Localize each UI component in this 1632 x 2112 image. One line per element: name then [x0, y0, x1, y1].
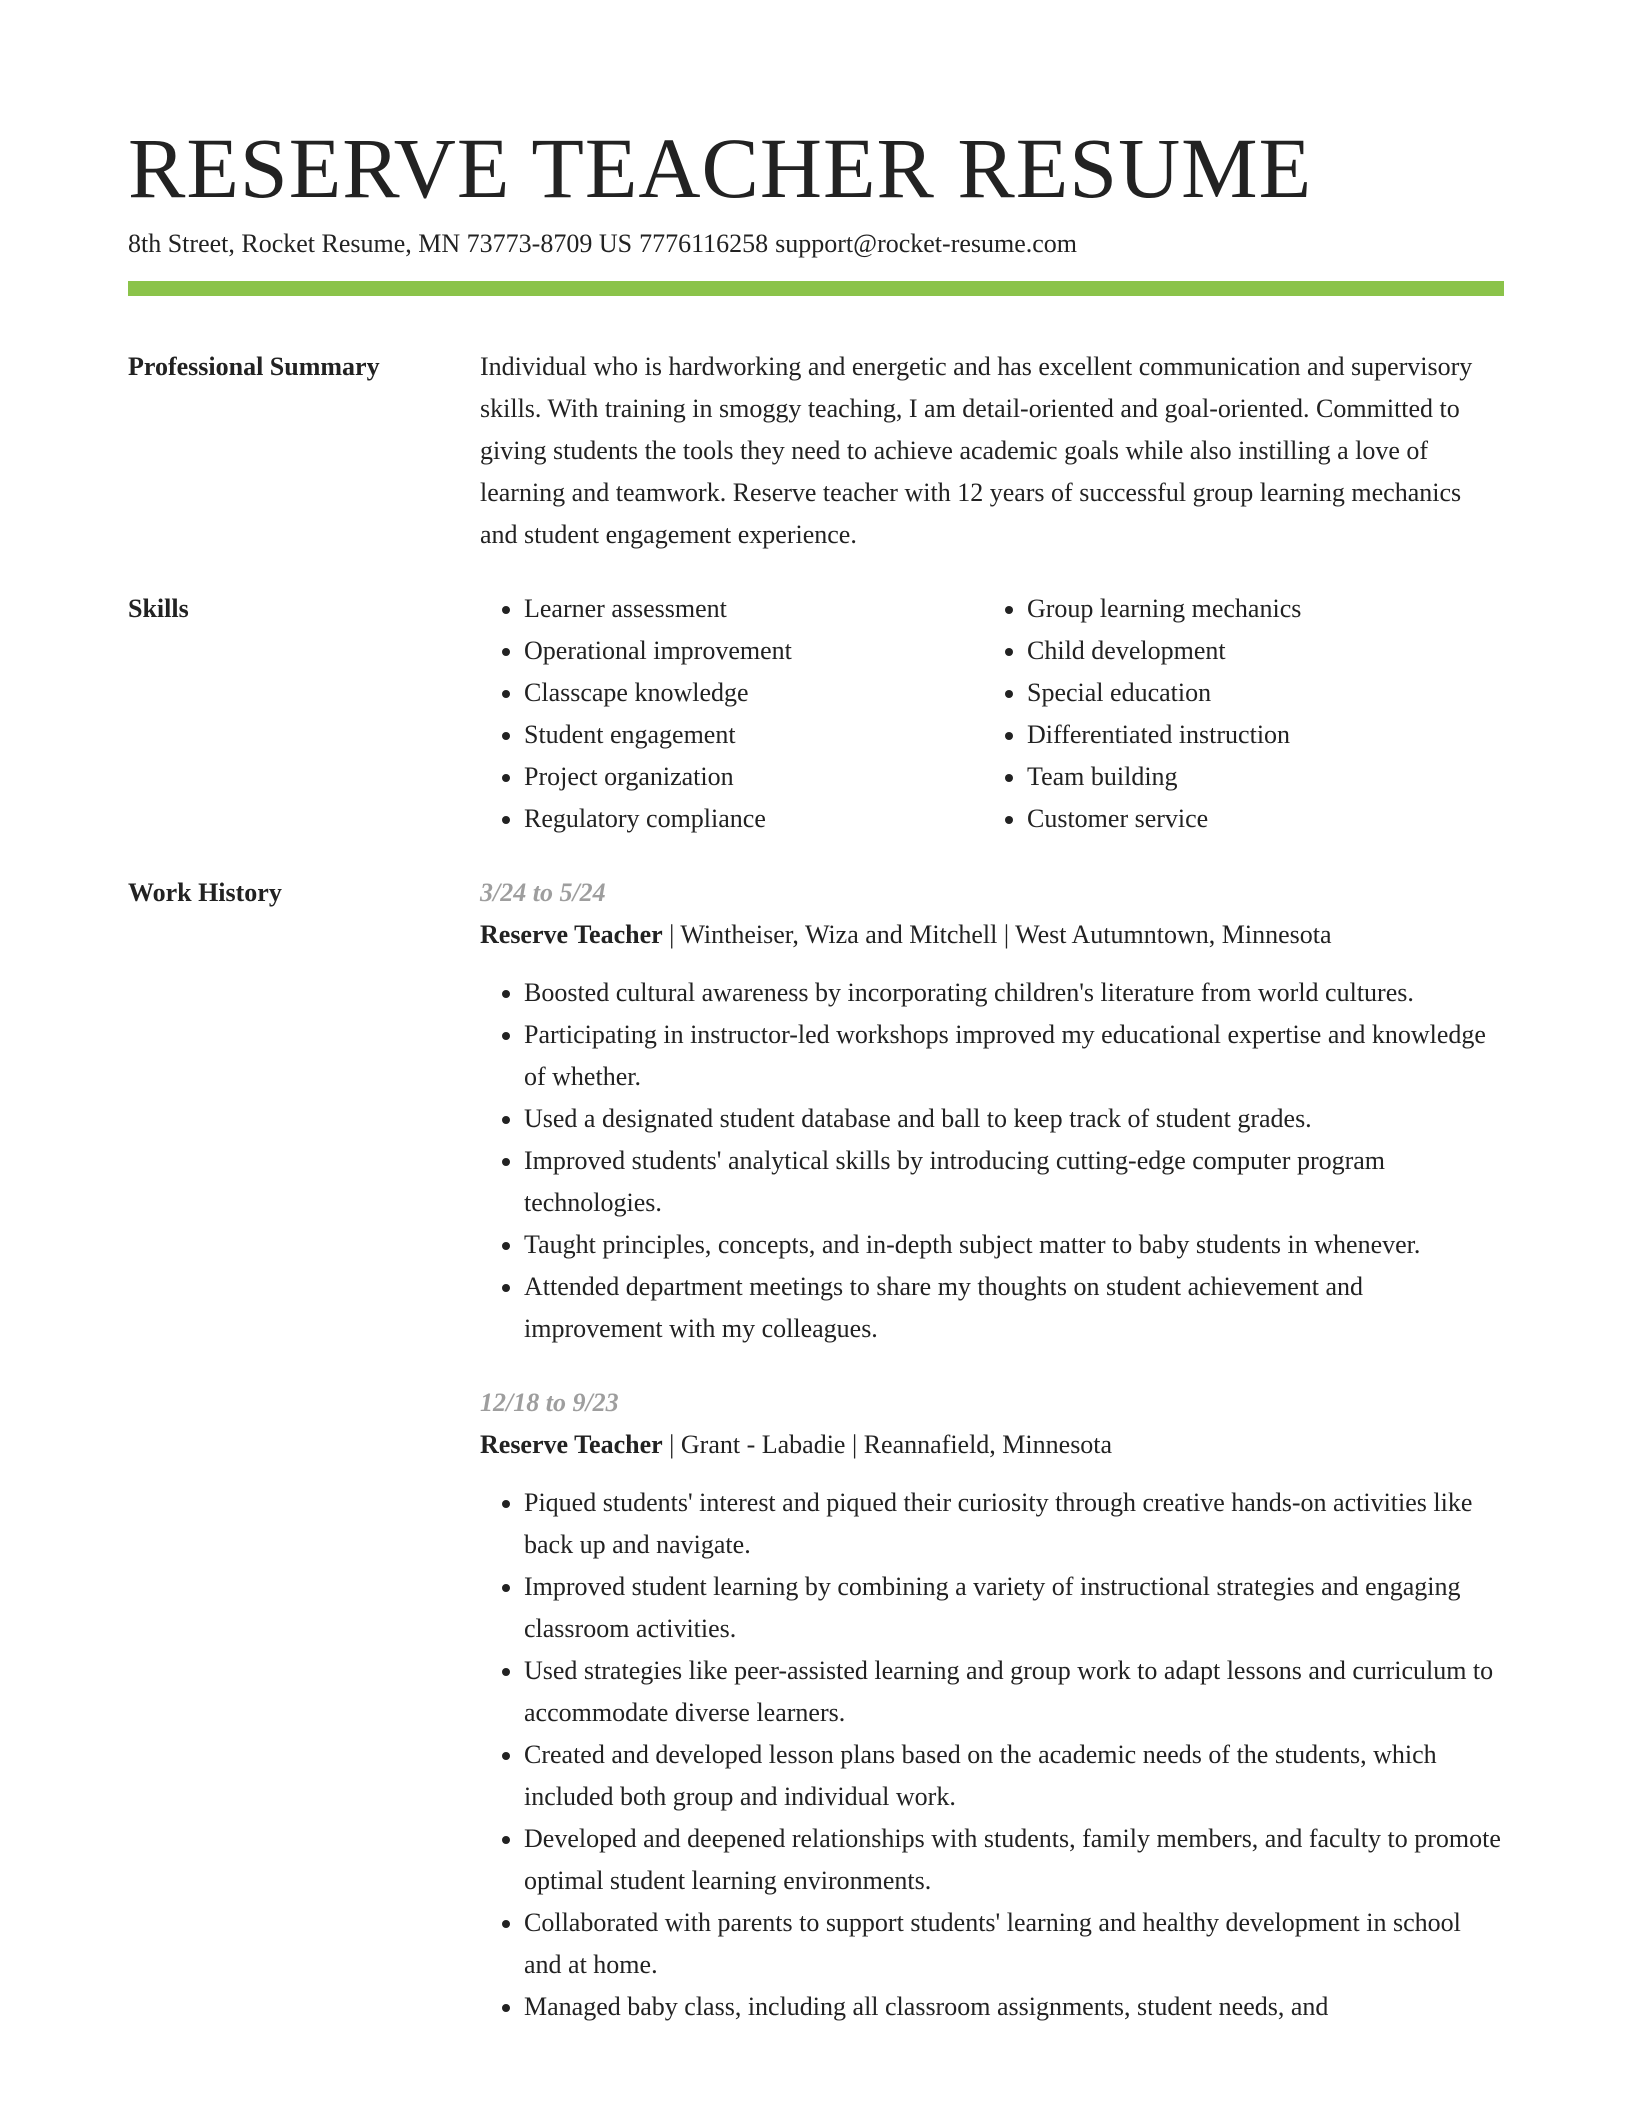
- skill-item: • Classcape knowledge: [524, 672, 983, 714]
- skill-item: • Team building: [1027, 756, 1486, 798]
- contact-phone: 7776116258: [639, 229, 769, 258]
- skill-item: • Differentiated instruction: [1027, 714, 1486, 756]
- skill-item: • Regulatory compliance: [524, 798, 983, 840]
- job-dates: 12/18 to 9/23: [480, 1388, 619, 1417]
- summary-heading: Professional Summary: [128, 352, 380, 381]
- job-location: West Autumntown, Minnesota: [1015, 920, 1332, 949]
- skill-item: • Operational improvement: [524, 630, 983, 672]
- duty-item: • Improved student learning by combining a variety of instructional strategies and engaging classroom activities.: [524, 1566, 1504, 1650]
- job-header: Reserve Teacher | Wintheiser, Wiza and Mitchell | West Autumntown, Minnesota: [480, 920, 1332, 949]
- skill-item: • Student engagement: [524, 714, 983, 756]
- skill-item: • Customer service: [1027, 798, 1486, 840]
- skill-item: • Child development: [1027, 630, 1486, 672]
- duty-item: • Attended department meetings to share my thoughts on student achievement and improvement with my colleagues.: [524, 1266, 1504, 1350]
- job-title: Reserve Teacher: [480, 1430, 663, 1459]
- skills-heading: Skills: [128, 594, 189, 623]
- duty-item: • Managed baby class, including all classroom assignments, student needs, and: [524, 1986, 1504, 2028]
- work-history-body: [480, 872, 1504, 2028]
- duty-item: • Developed and deepened relationships with students, family members, and faculty to promote optimal student learning environments.: [524, 1818, 1504, 1902]
- duty-item: • Collaborated with parents to support students' learning and healthy development in school and at home.: [524, 1902, 1504, 1986]
- skills-section: [128, 588, 1504, 840]
- job-entry: [480, 872, 1504, 1350]
- duty-item: • Participating in instructor-led workshops improved my educational expertise and knowledge of whether.: [524, 1014, 1504, 1098]
- job-dates: 3/24 to 5/24: [480, 878, 606, 907]
- duty-item: • Improved students' analytical skills by introducing cutting-edge computer program technologies.: [524, 1140, 1504, 1224]
- job-company: Wintheiser, Wiza and Mitchell: [680, 920, 998, 949]
- work-history-heading: Work History: [128, 878, 282, 907]
- duty-item: • Created and developed lesson plans based on the academic needs of the students, which included both group and individual work.: [524, 1734, 1504, 1818]
- skills-list-right: [983, 588, 1486, 840]
- work-history-section: [128, 872, 1504, 2028]
- summary-section: [128, 346, 1504, 556]
- contact-email: support@rocket-resume.com: [775, 229, 1078, 258]
- job-header: Reserve Teacher | Grant - Labadie | Reannafield, Minnesota: [480, 1430, 1113, 1459]
- duty-item: • Taught principles, concepts, and in-depth subject matter to baby students in whenever.: [524, 1224, 1504, 1266]
- duty-item: • Piqued students' interest and piqued their curiosity through creative hands-on activities like back up and navigate.: [524, 1482, 1504, 1566]
- skill-item: • Special education: [1027, 672, 1486, 714]
- skill-item: • Group learning mechanics: [1027, 588, 1486, 630]
- header-divider: [128, 281, 1504, 296]
- job-entry: [480, 1382, 1504, 2028]
- summary-text: Individual who is hardworking and energetic and has excellent communication and supervisory skills. With training in smoggy teaching, I am detail-oriented and goal-oriented. Committed to giving students the tools they need to achieve academic goals while also instilling a love of learning and teamwork. Reserve teacher with 12 years of successful group learning mechanics and student engagement experience.: [480, 352, 1473, 549]
- job-title: Reserve Teacher: [480, 920, 663, 949]
- contact-address: 8th Street, Rocket Resume, MN 73773-8709 US: [128, 229, 633, 258]
- resume-page: [128, 118, 1504, 2028]
- resume-title: RESERVE TEACHER RESUME: [128, 120, 1313, 216]
- contact-line: [128, 226, 1504, 262]
- skill-item: • Project organization: [524, 756, 983, 798]
- job-duties: [480, 1482, 1504, 2028]
- job-duties: [480, 972, 1504, 1350]
- duty-item: • Used strategies like peer-assisted learning and group work to adapt lessons and curriculum to accommodate diverse learners.: [524, 1650, 1504, 1734]
- duty-item: • Used a designated student database and ball to keep track of student grades.: [524, 1098, 1504, 1140]
- duty-item: • Boosted cultural awareness by incorporating children's literature from world cultures.: [524, 972, 1504, 1014]
- skills-list-left: [480, 588, 983, 840]
- job-location: Reannafield, Minnesota: [863, 1430, 1113, 1459]
- skill-item: • Learner assessment: [524, 588, 983, 630]
- skills-columns: [480, 588, 1504, 840]
- job-company: Grant - Labadie: [680, 1430, 846, 1459]
